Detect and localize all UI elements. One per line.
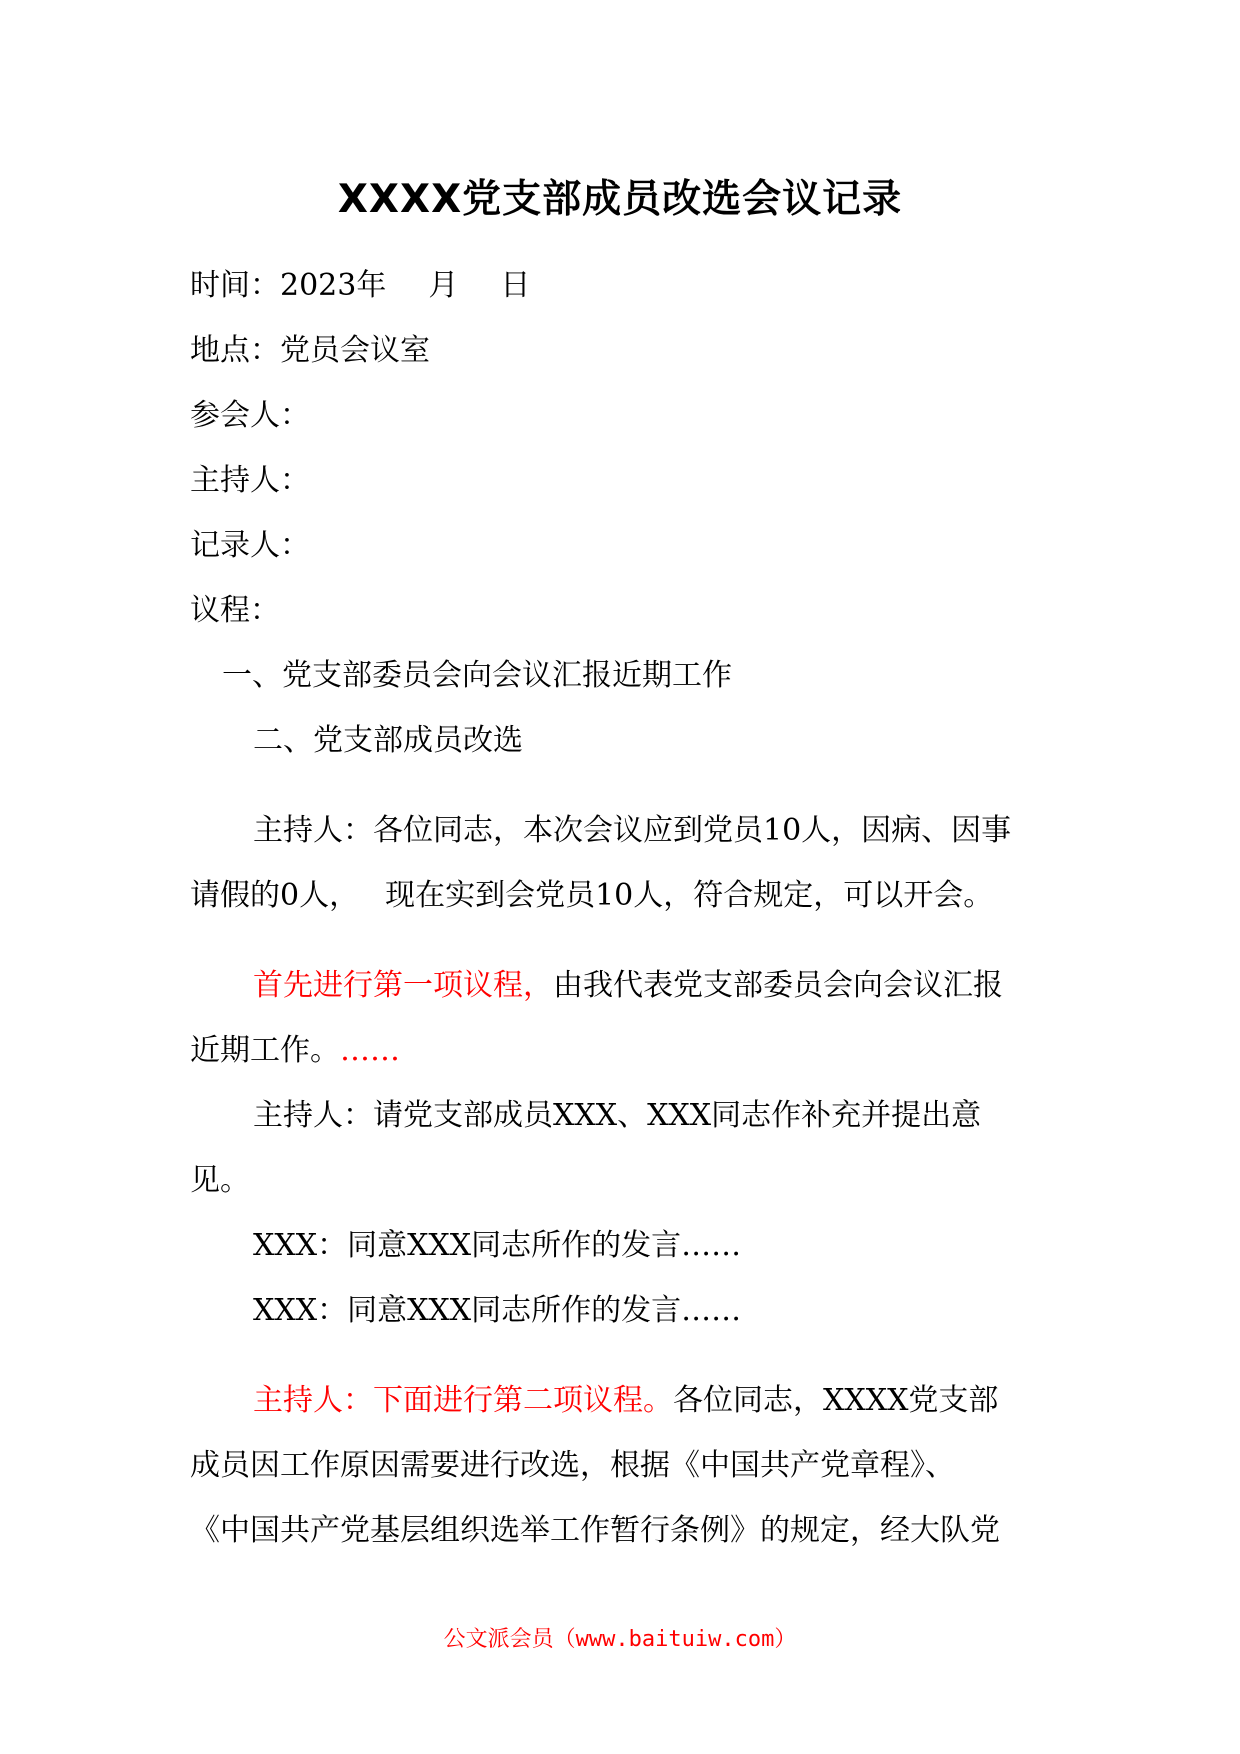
host-label: 主持人： <box>190 463 310 498</box>
paragraph-1-line-1: 主持人：各位同志，本次会议应到党员10人，因病、因事 <box>253 813 1012 848</box>
paragraph-1-line-2 <box>190 876 1070 916</box>
paragraph-2-text: 近期工作。 <box>190 1033 340 1068</box>
paragraph-4-line-3: 《中国共产党基层组织选举工作暂行条例》的规定，经大队党 <box>190 1513 1000 1548</box>
document-title: XXXX党支部成员改选会议记录 <box>337 177 903 222</box>
paragraph-2-line-2 <box>190 1031 1070 1071</box>
agenda-item-2: 二、党支部成员改选 <box>253 723 523 758</box>
paragraph-4-rest: 各位同志，XXXX党支部 <box>673 1383 999 1418</box>
paragraph-4-highlight: 主持人：下面进行第二项议程。 <box>253 1383 673 1418</box>
paragraph-1-part-b: 现在实到会党员10人，符合规定，可以开会。 <box>385 878 994 913</box>
speech-1: XXX：同意XXX同志所作的发言…… <box>253 1228 742 1263</box>
footer-watermark: 公文派会员（www.baituiw.com） <box>443 1627 797 1652</box>
speech-2: XXX：同意XXX同志所作的发言…… <box>253 1293 742 1328</box>
time-year: 2023年 <box>280 268 387 303</box>
time-day: 日 <box>500 268 531 303</box>
time-label: 时间： <box>190 268 280 303</box>
paragraph-4-line-1 <box>253 1381 1133 1421</box>
recorder-label: 记录人： <box>190 528 310 563</box>
attendees-label: 参会人： <box>190 398 310 433</box>
paragraph-2-line-1 <box>253 966 1133 1006</box>
paragraph-2-highlight: 首先进行第一项议程， <box>253 968 553 1003</box>
agenda-item-1: 一、党支部委员会向会议汇报近期工作 <box>222 658 732 693</box>
paragraph-3-line-2: 见。 <box>190 1163 250 1198</box>
paragraph-2-rest: 由我代表党支部委员会向会议汇报 <box>553 968 1003 1003</box>
agenda-label: 议程： <box>190 593 280 628</box>
paragraph-3-line-1: 主持人：请党支部成员XXX、XXX同志作补充并提出意 <box>253 1098 982 1133</box>
time-month: 月 <box>428 268 459 303</box>
paragraph-1-part-a: 请假的0人， <box>190 878 360 913</box>
meeting-time <box>190 266 1070 306</box>
paragraph-4-line-2: 成员因工作原因需要进行改选，根据《中国共产党章程》、 <box>190 1448 955 1483</box>
meeting-location: 地点：党员会议室 <box>190 333 430 368</box>
paragraph-2-ellipsis: …… <box>340 1033 400 1068</box>
